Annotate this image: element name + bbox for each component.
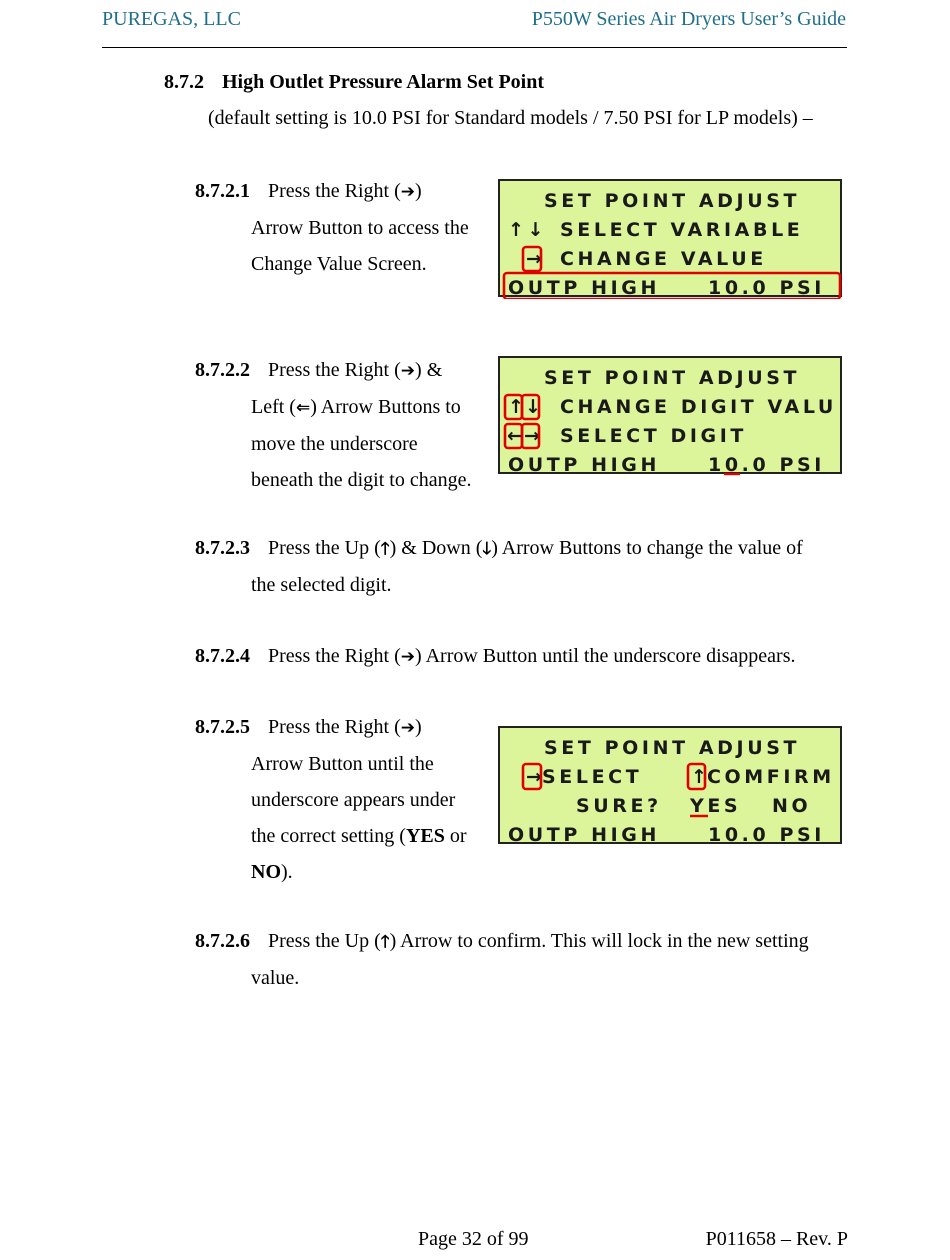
up-arrow-icon: ↑ [508,396,528,418]
footer-document-id: P011658 – Rev. P [705,1228,848,1250]
lcd-line-title: SET POINT ADJUST [544,737,801,759]
lcd-variable-value: 10.0 PSI [708,277,825,299]
up-arrow-icon: 🡑 [380,539,390,559]
lcd-variable-value: 10.0 PSI [708,824,825,846]
footer-page-number: Page 32 of 99 [418,1228,529,1250]
lcd-line-change-digit: CHANGE DIGIT VALU [560,396,837,418]
right-arrow-icon: → [526,248,546,270]
step-number: 8.7.2.4 [195,645,250,667]
step-number: 8.7.2.6 [195,930,250,952]
step-number: 8.7.2.3 [195,537,250,559]
right-arrow-icon: → [526,766,546,788]
lcd-select-label: SELECT [542,766,643,788]
right-arrow-icon: → [524,425,544,447]
step-number: 8.7.2.5 [195,716,250,738]
lcd-screen-confirm [498,726,842,844]
lcd-variable-value: 10.0 PSI [708,454,825,476]
left-arrow-icon: ⇐ [295,398,311,418]
lcd-line-title: SET POINT ADJUST [544,190,801,212]
left-arrow-icon: ← [507,425,527,447]
right-arrow-icon: ➔ [400,182,416,202]
section-heading [164,71,544,94]
lcd-no-option: NO [772,795,812,817]
lcd-screen-change-value [498,179,842,297]
header-company: PUREGAS, LLC [102,8,241,30]
lcd-confirm-label: COMFIRM [707,766,835,788]
right-arrow-icon: ➔ [400,361,416,381]
lcd-line-change-value: CHANGE VALUE [560,248,767,270]
lcd-line-title: SET POINT ADJUST [544,367,801,389]
header-guide-title: P550W Series Air Dryers User’s Guide [531,8,846,30]
header-rule [102,47,847,48]
right-arrow-icon: ➔ [400,718,416,738]
step-8-7-2-2: 8.7.2.2 Press the Right (➔) & Left (⇐) Arrow Buttons to move the underscore beneath the digit to change. [195,352,471,498]
lcd-variable-label: OUTP HIGH [508,454,660,476]
lcd-line-select-variable: SELECT VARIABLE [560,219,804,241]
step-8-7-2-3: 8.7.2.3 Press the Up (🡑) & Down (🡓) Arrow Buttons to change the value of the selected digit. [195,530,803,603]
step-8-7-2-6: 8.7.2.6 Press the Up (🡑) Arrow to confirm. This will lock in the new setting value. [195,923,809,996]
step-number: 8.7.2.1 [195,180,250,202]
section-subtitle: (default setting is 10.0 PSI for Standard models / 7.50 PSI for LP models) – [208,107,813,129]
step-8-7-2-1: 8.7.2.1 Press the Right (➔) Arrow Button to access the Change Value Screen. [195,173,469,282]
right-arrow-icon: ➔ [400,647,416,667]
section-number: 8.7.2 [164,71,204,93]
lcd-yes-option: YES [690,795,742,817]
lcd-sure-prompt: SURE? [576,795,662,817]
step-8-7-2-5: 8.7.2.5 Press the Right (➔) Arrow Button until the underscore appears under the correct setting (YES or NO). [195,709,467,890]
up-arrow-icon: 🡑 [380,932,390,952]
section-title: High Outlet Pressure Alarm Set Point [222,71,545,93]
lcd-variable-label: OUTP HIGH [508,824,660,846]
up-down-arrows-icon: ↑↓ [508,219,548,241]
lcd-variable-label: OUTP HIGH [508,277,660,299]
lcd-line-select-digit: SELECT DIGIT [560,425,747,447]
up-arrow-icon: ↑ [691,766,711,788]
step-number: 8.7.2.2 [195,359,250,381]
lcd-screen-change-digit [498,356,842,474]
down-arrow-icon: ↓ [525,396,545,418]
step-8-7-2-4: 8.7.2.4 Press the Right (➔) Arrow Button until the underscore disappears. [195,638,796,675]
down-arrow-icon: 🡓 [482,539,492,559]
